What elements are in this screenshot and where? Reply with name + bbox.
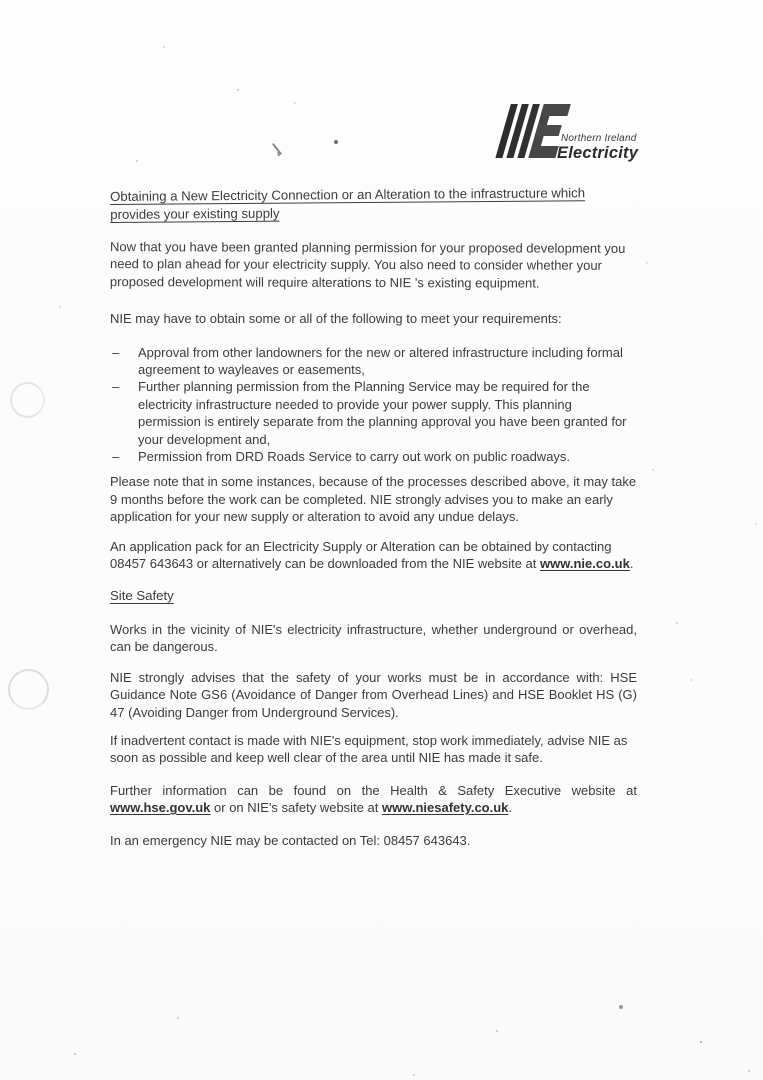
paragraph-intro: Now that you have been granted planning permission for your proposed development you need to plan ahead for your electricity supply. You also need to consider whether your proposed development will require alterations to NIE 's existing equipment. bbox=[109, 239, 626, 291]
document-title: Obtaining a New Electricity Connection or an Alteration to the infrastructure which provides your existing supply bbox=[110, 185, 586, 222]
bullet-dash: – bbox=[112, 379, 120, 395]
bullet-dash: – bbox=[112, 449, 120, 465]
paragraph-safety-3: If inadvertent contact is made with NIE's equipment, stop work immediately, advise NIE as soon as possible and keep well clear of the area until NIE has made it safe. bbox=[110, 732, 628, 766]
nie-logo bbox=[494, 97, 644, 163]
list-item bbox=[110, 448, 637, 465]
paragraph-requirements-lead: NIE may have to obtain some or all of the following to meet your requirements: bbox=[110, 311, 562, 327]
brand-name-bottom: Electricity bbox=[557, 144, 639, 162]
list-item bbox=[110, 378, 637, 448]
nie-logo-wordmark bbox=[557, 133, 638, 162]
paragraph-safety-1: Works in the vicinity of NIE's electricity infrastructure, whether underground or overhead, can be dangerous. bbox=[110, 621, 637, 655]
hole-punch-mark-bottom bbox=[8, 669, 49, 710]
paragraph-note: Please note that in some instances, because of the processes described above, it may take 9 months before the work can be completed. NIE strongly advises you to make an early application for your new supply or alteration to avoid any undue delays. bbox=[110, 474, 637, 525]
further-text-after: . bbox=[508, 800, 513, 816]
application-text-before: An application pack for an Electricity Supply or Alteration can be obtained by contacting 08457 643643 or alternatively can be downloaded from the NIE website at bbox=[110, 538, 612, 572]
scan-speckles bbox=[0, 0, 2, 2]
paragraph-further-info bbox=[110, 782, 637, 817]
hse-website-link: www.hse.gov.uk bbox=[110, 800, 211, 816]
paragraph-application bbox=[110, 538, 637, 573]
site-safety-heading: Site Safety bbox=[110, 587, 174, 603]
list-item bbox=[110, 344, 637, 379]
paragraph-safety-2: NIE strongly advises that the safety of your works must be in accordance with: HSE Guidance Note GS6 (Avoidance of Danger from Overhead Lines) and HSE Booklet HS (G) 47 (Avoiding Danger from Underground Services). bbox=[110, 669, 637, 720]
niesafety-website-link: www.niesafety.co.uk bbox=[381, 800, 509, 816]
paragraph-emergency: In an emergency NIE may be contacted on Tel: 08457 643643. bbox=[110, 832, 471, 848]
further-text-middle: or on NIE's safety website at bbox=[210, 800, 382, 816]
application-text-after: . bbox=[629, 556, 634, 572]
hole-punch-mark-top bbox=[10, 382, 45, 418]
brand-name-top: Northern Ireland bbox=[561, 133, 637, 144]
letter-body bbox=[109, 185, 637, 849]
list-item-text: Further planning permission from the Planning Service may be required for the electricity infrastructure needed to provide your power supply. This planning permission is entirely separate from the planning approval you have been granted for your development and, bbox=[138, 379, 627, 447]
list-item-text: Approval from other landowners for the new or altered infrastructure including formal agreement to wayleaves or easements, bbox=[138, 344, 623, 378]
requirements-list bbox=[110, 344, 637, 466]
nie-website-link: www.nie.co.uk bbox=[540, 556, 630, 572]
bullet-dash: – bbox=[112, 344, 120, 360]
pen-scratch-mark bbox=[272, 143, 282, 155]
list-item-text: Permission from DRD Roads Service to carry out work on public roadways. bbox=[138, 449, 571, 465]
further-text-before: Further information can be found on the Health & Safety Executive website at bbox=[110, 782, 637, 798]
